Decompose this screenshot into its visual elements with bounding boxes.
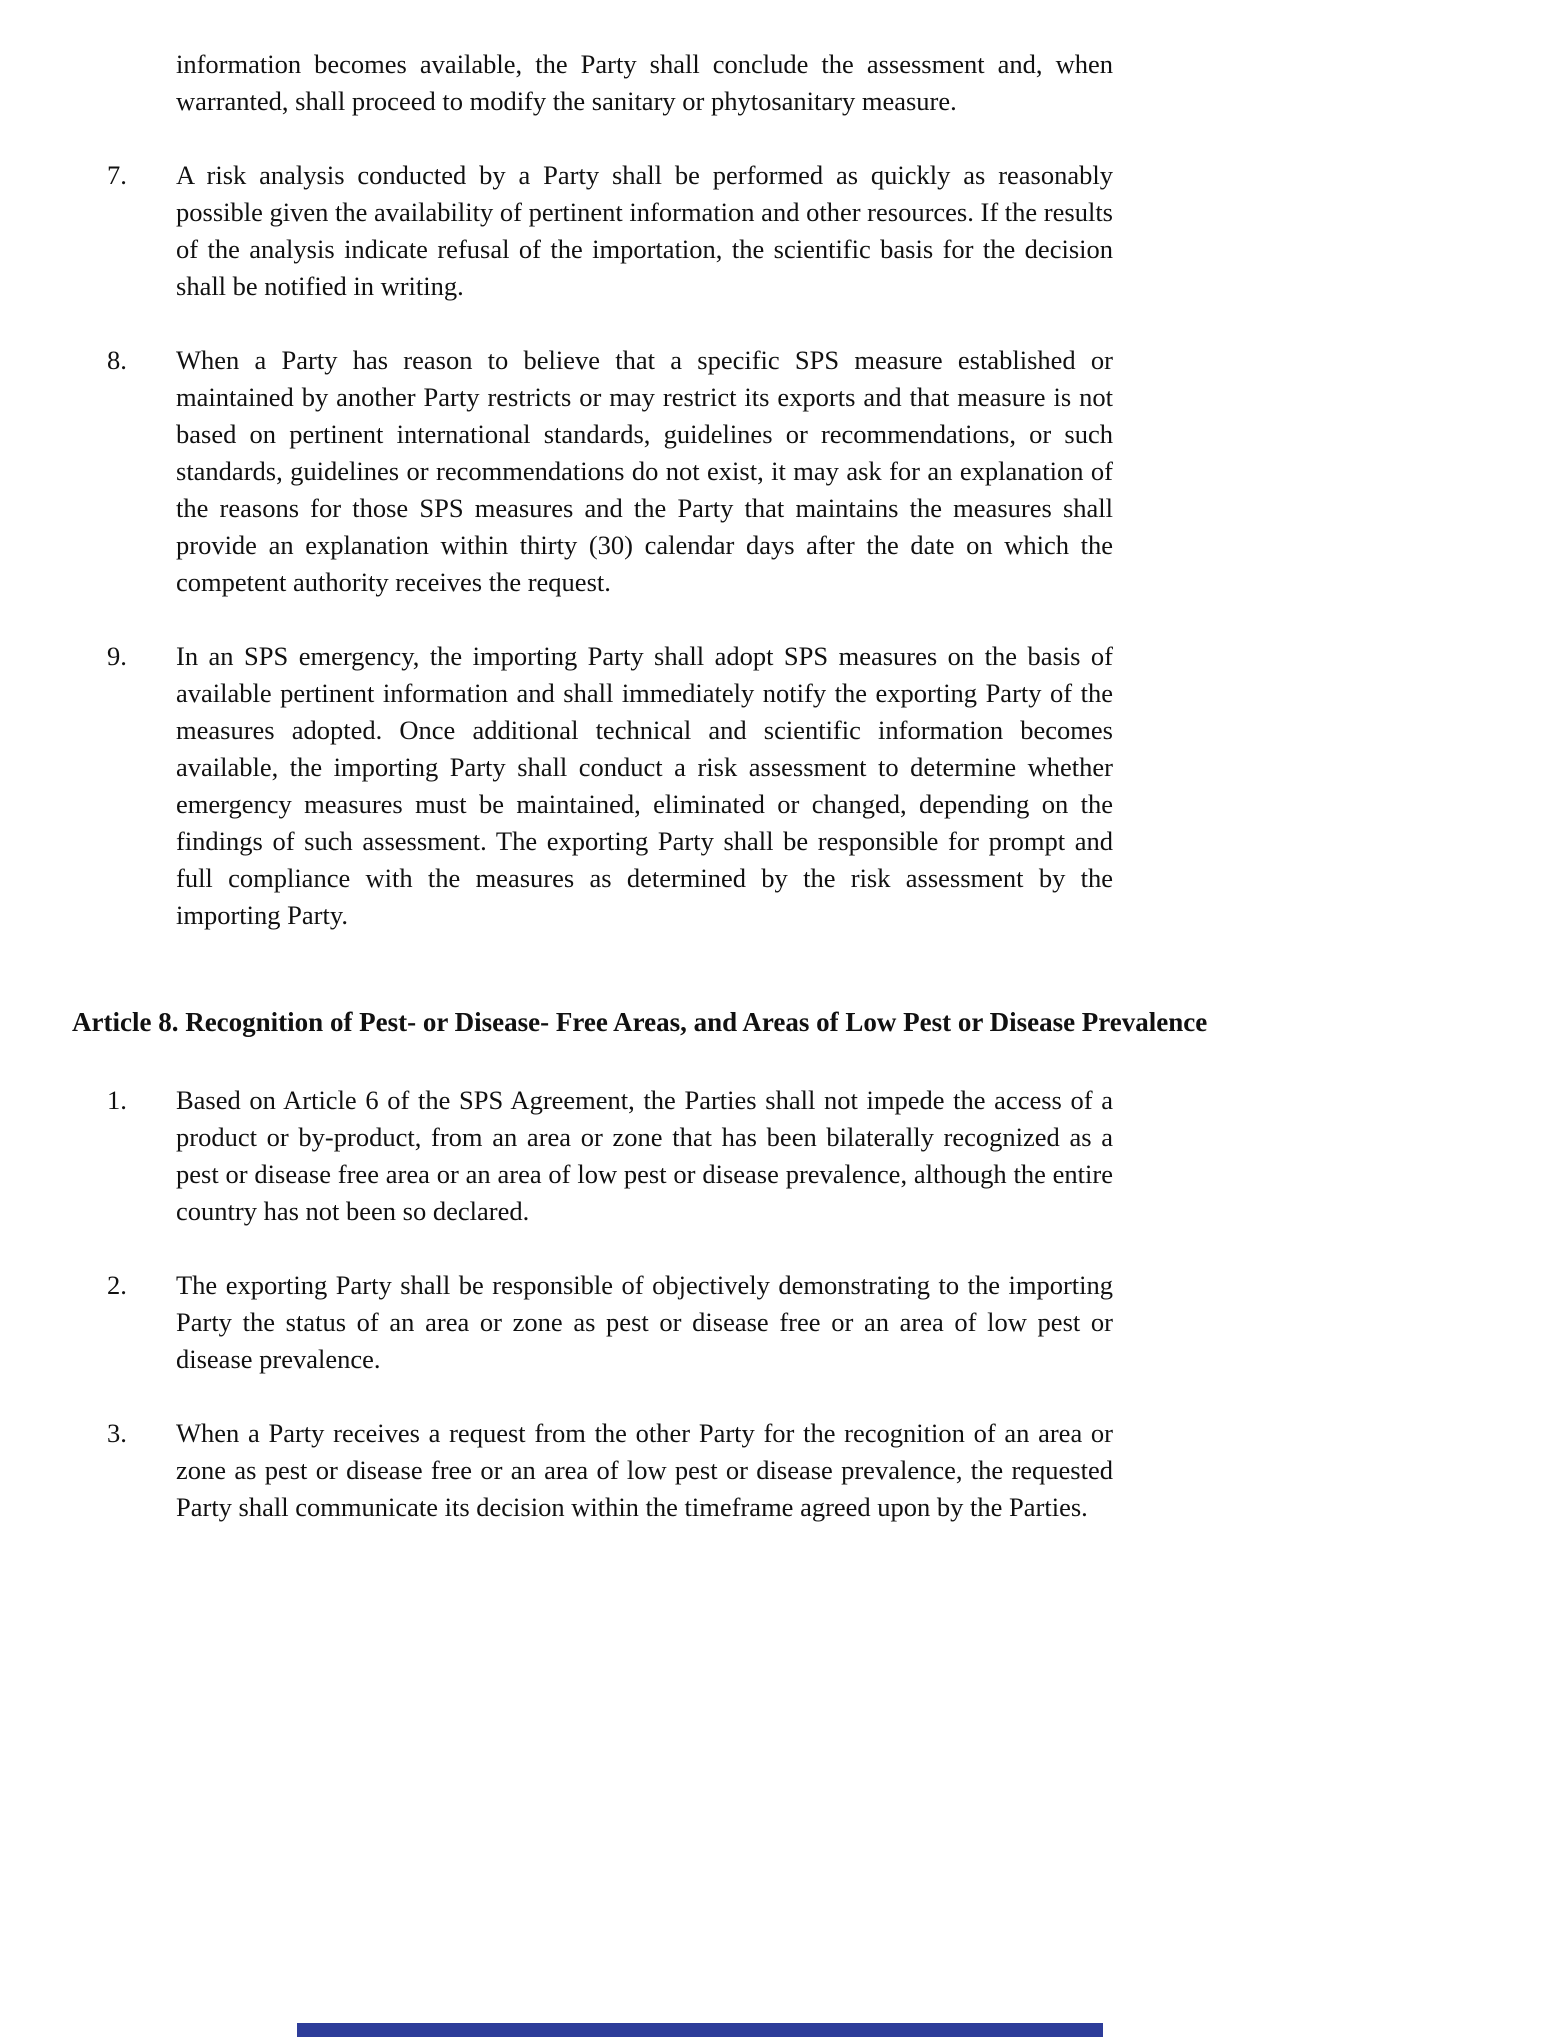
paragraph-text: Based on Article 6 of the SPS Agreement, the Parties shall not impede the access of a product or by-product, from an area or zone that has been bilaterally recognized as a pest or disease free area or an area of low pest or disease prevalence, although the entire country has not been so declared. (176, 1085, 1113, 1226)
article-heading-label: Article 8. (72, 1007, 179, 1037)
subparagraph-3 (107, 1415, 1556, 1526)
paragraph-continuation: information becomes available, the Party shall conclude the assessment and, when warranted, shall proceed to modify the sanitary or phytosanitary measure. (176, 49, 1113, 116)
paragraph-8 (107, 342, 1556, 601)
paragraph-text: When a Party has reason to believe that a specific SPS measure established or maintained by another Party restricts or may restrict its exports and that measure is not based on pertinent international standards, guidelines or recommendations, or such standards, guidelines or recommendations do not exist, it may ask for an explanation of the reasons for those SPS measures and the Party that maintains the measures shall provide an explanation within thirty (30) calendar days after the date on which the competent authority receives the request. (176, 345, 1113, 597)
article-heading (72, 1002, 1231, 1042)
paragraph-number: 9. (107, 641, 127, 671)
paragraph-text: When a Party receives a request from the other Party for the recognition of an area or zone as pest or disease free or an area of low pest or disease prevalence, the requested Party shall communicate its decision within the timeframe agreed upon by the Parties. (176, 1418, 1113, 1522)
paragraph-number: 8. (107, 345, 127, 375)
subparagraph-2 (107, 1267, 1556, 1378)
paragraph-number: 7. (107, 160, 127, 190)
paragraph-9 (107, 638, 1556, 934)
paragraph-7 (107, 157, 1556, 305)
paragraph-text: A risk analysis conducted by a Party shall be performed as quickly as reasonably possible given the availability of pertinent information and other resources. If the results of the analysis indicate refusal of the importation, the scientific basis for the decision shall be notified in writing. (176, 160, 1113, 301)
paragraph-number: 2. (107, 1270, 127, 1300)
paragraph-text: The exporting Party shall be responsible of objectively demonstrating to the importing Party the status of an area or zone as pest or disease free or an area of low pest or disease prevalence. (176, 1270, 1113, 1374)
article-heading-title: Recognition of Pest- or Disease- Free Areas, and Areas of Low Pest or Disease Prevalence (185, 1007, 1208, 1037)
paragraph-text: In an SPS emergency, the importing Party shall adopt SPS measures on the basis of available pertinent information and shall immediately notify the exporting Party of the measures adopted. Once additional technical and scientific information becomes available, the importing Party shall conduct a risk assessment to determine whether emergency measures must be maintained, eliminated or changed, depending on the findings of such assessment. The exporting Party shall be responsible for prompt and full compliance with the measures as determined by the risk assessment by the importing Party. (176, 641, 1113, 930)
paragraph-number: 1. (107, 1085, 127, 1115)
subparagraph-1 (107, 1082, 1556, 1230)
paragraph-number: 3. (107, 1418, 127, 1448)
footer-blue-bar (297, 2023, 1103, 2037)
